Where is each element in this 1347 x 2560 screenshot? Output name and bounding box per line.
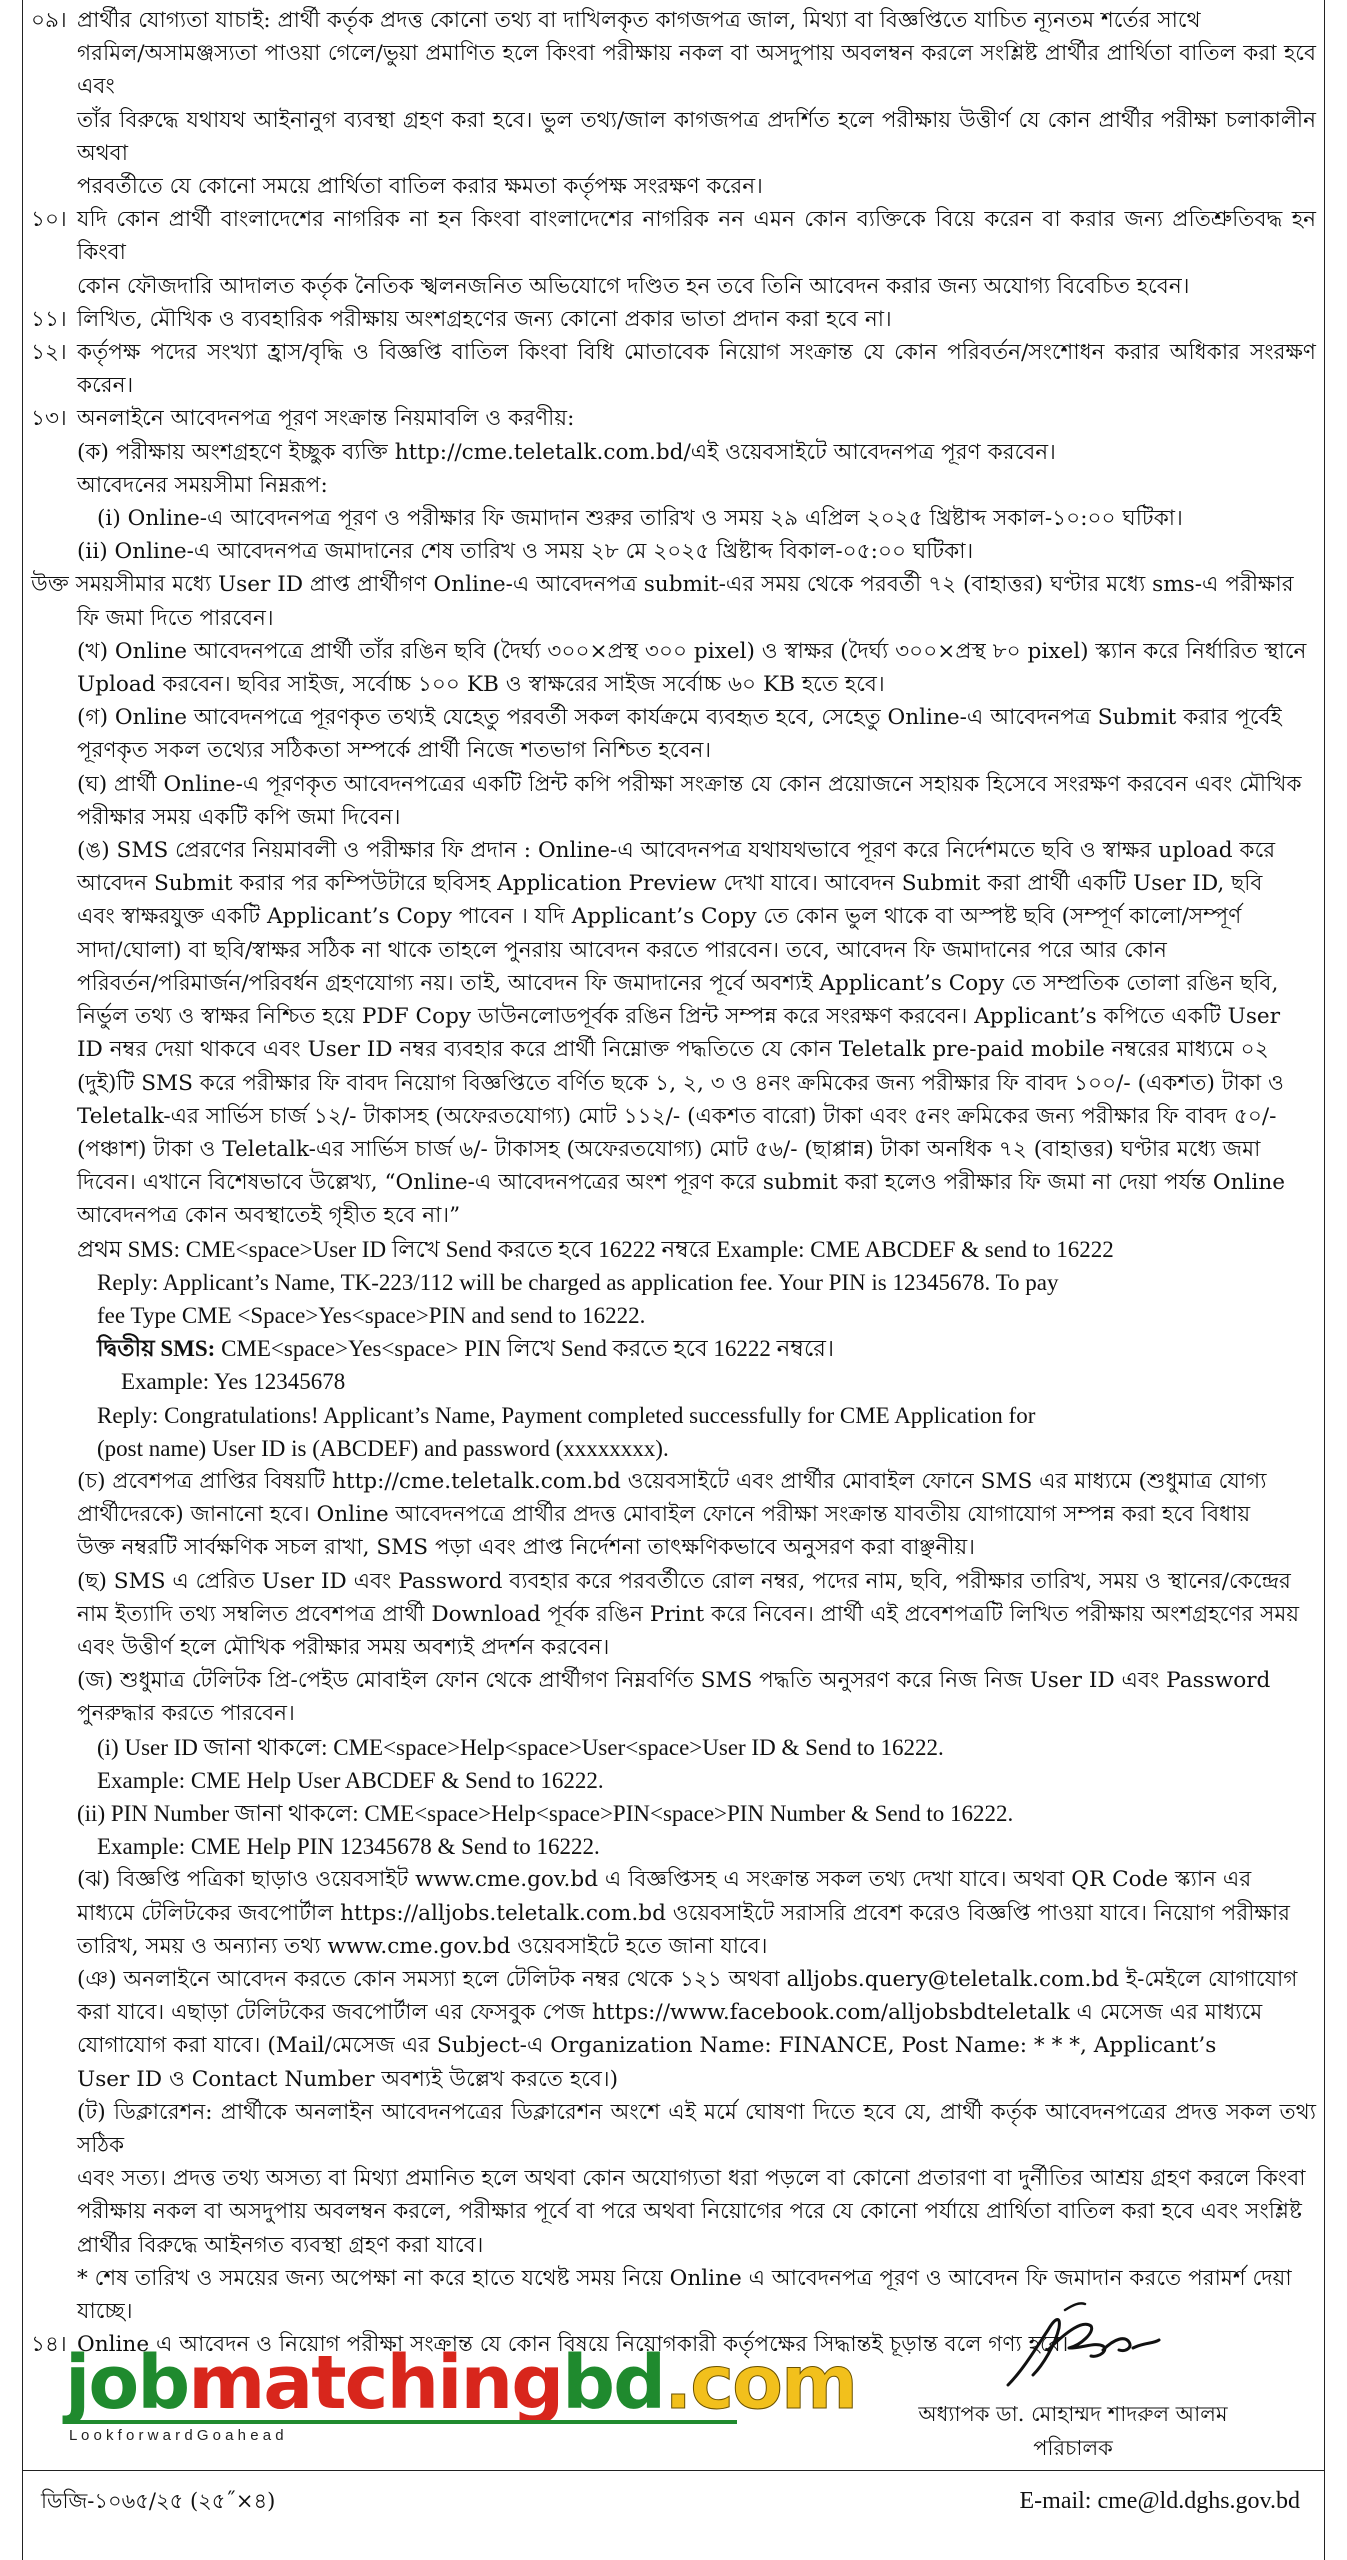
text-line: (ক) পরীক্ষায় অংশগ্রহণে ইচ্ছুক ব্যক্তি http://cme.teletalk.com.bd/এই ওয়েবসাইটে আবেদনপত্র পূরণ করবেন। — [77, 439, 1056, 465]
schedule-start — [31, 502, 1316, 535]
text-line: * শেষ তারিখ ও সময়ের জন্য অপেক্ষা না করে হাতে যথেষ্ট সময় নিয়ে Online এ আবেদনপত্র পূরণ ও আবেদন ফি জমাদান করতে পরামর্শ দেয়া যাচ্ছে। — [77, 2265, 1292, 2325]
text-line: (ট) ডিক্লারেশন: প্রার্থীকে অনলাইন আবেদনপত্রের ডিক্লারেশন অংশে এই মর্মে ঘোষণা দিতে হবে যে, প্রার্থী কর্তৃক আবেদনপত্রের প্রদত্ত সকল তথ্য সঠিক — [77, 2099, 1317, 2158]
text-line: (ঝ) বিজ্ঞপ্তি পত্রিকা ছাড়াও ওয়েবসাইট www.cme.gov.bd এ বিজ্ঞপ্তিসহ এ সংক্রান্ত সকল তথ্য দেখা যাবে। অথবা QR Code স্ক্যান এর — [77, 1867, 1252, 1893]
recover-pin — [31, 1797, 1316, 1863]
text-line: Example: CME Help PIN 12345678 & Send to 16222. — [97, 1834, 600, 1860]
clause-13-ja — [31, 1664, 1316, 1730]
text-line: ID নম্বর দেয়া থাকবে এবং User ID নম্বর ব্যবহার করে প্রার্থী নিম্নোক্ত পদ্ধতিতে যে কোন Teletalk pre-paid mobile নম্বরের মাধ্যমে ০২ — [77, 1037, 1269, 1063]
text-line: (চ) প্রবেশপত্র প্রাপ্তির বিষয়টি http://cme.teletalk.com.bd ওয়েবসাইটে এবং প্রার্থীর মোবাইল ফোনে SMS এর মাধ্যমে (শুধুমাত্র যোগ্য — [77, 1468, 1267, 1494]
text-line: Example: CME Help User ABCDEF & Send to 16222. — [97, 1767, 604, 1793]
text-line: (জ) শুধুমাত্র টেলিটক প্রি-পেইড মোবাইল ফোন থেকে প্রার্থীগণ নিম্নবর্ণিত SMS পদ্ধতি অনুসরণ করে নিজ নিজ User ID এবং Password — [77, 1668, 1271, 1694]
text-line: Teletalk-এর সার্ভিস চার্জ ১২/- টাকাসহ (অফেরতযোগ্য) মোট ১১২/- (একশত বারো) টাকা এবং ৫নং ক্রমিকের জন্য পরীক্ষার ফি বাবদ ৫০/- — [77, 1103, 1277, 1129]
clause-number: ০৯। — [31, 8, 67, 33]
text-line: ফি জমা দিতে পারবেন। — [77, 605, 274, 631]
clause-13-umo — [31, 834, 1316, 1232]
text-line: (ছ) SMS এ প্রেরিত User ID এবং Password ব্যবহার করে পরবর্তীতে রোল নম্বর, পদের নাম, ছবি, পরীক্ষার তারিখ, সময় ও স্থানের/কেন্দ্রের — [77, 1568, 1291, 1594]
signatory-title: পরিচালক — [1033, 2436, 1113, 2460]
text-line: (ঘ) প্রার্থী Online-এ পূরণকৃত আবেদনপত্রের একটি প্রিন্ট কপি পরীক্ষা সংক্রান্ত যে কোন প্রয়োজনে সহায়ক হিসেবে সংরক্ষণ করবেন এবং মৌখিক — [77, 771, 1302, 797]
text-line: প্রার্থীর যোগ্যতা যাচাই: প্রার্থী কর্তৃক প্রদত্ত কোনো তথ্য বা দাখিলকৃত কাগজপত্র জাল, মিথ্যা বা বিজ্ঞপ্তিতে যাচিত ন্যূনতম শর্তের সাথে — [77, 8, 1201, 33]
sms-second-reply — [31, 1399, 1316, 1465]
logo-tagline: L o o k f o r w a r d G o a h e a d — [69, 2427, 284, 2444]
text-line: fee Type CME <Space>Yes<space>PIN and send to 16222. — [97, 1302, 646, 1328]
sms-first — [31, 1233, 1316, 1266]
text-line: তারিখ, সময় ও অন্যান্য তথ্য www.cme.gov.bd ওয়েবসাইটে হতে জানা যাবে। — [77, 1933, 768, 1959]
text-line: এবং সত্য। প্রদত্ত তথ্য অসত্য বা মিথ্যা প্রমানিত হলে অথবা কোন অযোগ্যতা ধরা পড়লে বা কোনো প্রতারণা বা দুর্নীতির আশ্রয় গ্রহণ করলে কিংবা — [77, 2166, 1306, 2192]
text-line: পরীক্ষায় নকল বা অসদুপায় অবলম্বন করলে, পরীক্ষার পূর্বে বা পরে অথবা নিয়োগের পরে যে কোনো পর্যায়ে প্রার্থিতা বাতিল করা হবে এবং সংশ্লিষ্ট — [77, 2199, 1302, 2225]
logo-svg — [65, 2330, 857, 2445]
text-line: (গ) Online আবেদনপত্রে পূরণকৃত তথ্যই যেহেতু পরবর্তী সকল কার্যক্রমে ব্যবহৃত হবে, সেহেতু Online-এ আবেদনপত্র Submit করার পূর্বেই — [77, 705, 1282, 731]
sms-second-label: দ্বিতীয় SMS: — [97, 1336, 216, 1362]
text-line: কর্তৃপক্ষ পদের সংখ্যা হ্রাস/বৃদ্ধি ও বিজ্ঞপ্তি বাতিল কিংবা বিধি মোতাবেক নিয়োগ সংক্রান্ত যে কোন পরিবর্তন/সংশোধন করার অধিকার সংরক্ষণ করেন। — [77, 340, 1316, 399]
text-line: পুনরুদ্ধার করতে পারবেন। — [77, 1701, 295, 1727]
clause-09 — [31, 4, 1316, 203]
text-line: CME<space>Yes<space> PIN লিখে Send করতে হবে 16222 নম্বরে। — [215, 1336, 835, 1362]
text-line: যোগাযোগ করা যাবে। (Mail/মেসেজ এর Subject-এ Organization Name: FINANCE, Post Name: * * *, Applicant’s — [77, 2033, 1217, 2059]
text-line: (পঞ্চাশ) টাকা ও Teletalk-এর সার্ভিস চার্জ ৬/- টাকাসহ (অফেরতযোগ্য) মোট ৫৬/- (ছাপ্পান্ন) টাকা অনধিক ৭২ (বাহাত্তর) ঘণ্টার মধ্যে জমা — [77, 1136, 1261, 1162]
notice-body — [31, 4, 1316, 2361]
text-line: প্রার্থীর বিরুদ্ধে আইনগত ব্যবস্থা গ্রহণ করা যাবে। — [77, 2232, 484, 2258]
clause-12 — [31, 336, 1316, 402]
text-line: Upload করবেন। ছবির সাইজ, সর্বোচ্চ ১০০ KB ও স্বাক্ষরের সাইজ সর্বোচ্চ ৬০ KB হতে হবে। — [77, 672, 885, 698]
clause-number: ১২। — [31, 340, 67, 366]
signature-block — [833, 2290, 1313, 2460]
jobmatchingbd-logo — [65, 2330, 857, 2445]
logo-bd: bd — [562, 2340, 665, 2426]
clause-10 — [31, 203, 1316, 303]
sms-first-reply — [31, 1266, 1316, 1332]
svg-text:jobmatchingbd.com — [62, 2340, 856, 2426]
text-line: (i) Online-এ আবেদনপত্র পূরণ ও পরীক্ষার ফি জমাদান শুরুর তারিখ ও সময় ২৯ এপ্রিল ২০২৫ খ্রিষ্টাব্দ সকাল-১০:০০ ঘটিকা। — [97, 506, 1183, 532]
clause-13-cha — [31, 1465, 1316, 1565]
recover-user-id — [31, 1731, 1316, 1797]
clause-13-kha — [31, 635, 1316, 701]
text-line: করা যাবে। এছাড়া টেলিটকের জবপোর্টাল এর ফেসবুক পেজ https://www.facebook.com/alljobsbdteletalk এ মেসেজ এর মাধ্যমে — [77, 2000, 1263, 2026]
text-line: User ID ও Contact Number অবশ্যই উল্লেখ করতে হবে।) — [77, 2066, 619, 2092]
text-line: (দুই)টি SMS করে পরীক্ষার ফি বাবদ নিয়োগ বিজ্ঞপ্তিতে বর্ণিত ছকে ১, ২, ৩ ও ৪নং ক্রমিকের জন্য পরীক্ষার ফি বাবদ ১০০/- (একশত) টাকা ও — [77, 1070, 1284, 1096]
text-line: এবং স্বাক্ষরযুক্ত একটি Applicant’s Copy পাবেন । যদি Applicant’s Copy তে কোন ভুল থাকে বা অস্পষ্ট ছবি (সম্পূর্ণ কালো/সম্পূর্ণ — [77, 904, 1242, 930]
text-line: পরিবর্তন/পরিমার্জন/পরিবর্ধন গ্রহণযোগ্য নয়। তাই, আবেদন ফি জমাদানের পূর্বে অবশ্যই Applicant’s Copy তে সম্প্রতিক তোলা রঙিন ছবি, — [77, 970, 1279, 996]
text-line: তাঁর বিরুদ্ধে যথাযথ আইনানুগ ব্যবস্থা গ্রহণ করা হবে। ভুল তথ্য/জাল কাগজপত্র প্রদর্শিত হলে পরীক্ষায় উত্তীর্ণ যে কোন প্রার্থীর পরীক্ষা চলাকালীন অথবা — [77, 107, 1316, 166]
clause-number: ১১। — [31, 306, 67, 332]
text-line: (ঙ) SMS প্রেরণের নিয়মাবলী ও পরীক্ষার ফি প্রদান : Online-এ আবেদনপত্র যথাযথভাবে পূরণ করে নির্দেশমতে ছবি ও স্বাক্ষর upload করে — [77, 838, 1276, 864]
text-line: (i) User ID জানা থাকলে: CME<space>Help<space>User<space>User ID & Send to 16222. — [97, 1734, 944, 1760]
clause-number: ১৪। — [31, 2332, 67, 2358]
logo-matching: matching — [188, 2340, 563, 2426]
text-line: (খ) Online আবেদনপত্রে প্রার্থী তাঁর রঙিন ছবি (দৈর্ঘ্য ৩০০×প্রস্থ ৩০০ pixel) ও স্বাক্ষর (দৈর্ঘ্য ৩০০×প্রস্থ ৮০ pixel) স্ক্যান করে নির্ধারিত স্থানে — [77, 638, 1307, 664]
clause-13 — [31, 402, 1316, 435]
schedule-end — [31, 535, 1316, 568]
clause-13-gha — [31, 768, 1316, 834]
clause-13-chha — [31, 1565, 1316, 1665]
text-line: Online এ আবেদন ও নিয়োগ পরীক্ষা সংক্রান্ত যে কোন বিষয়ে নিয়োগকারী কর্তৃপক্ষের সিদ্ধান্তই চূড়ান্ত বলে গণ্য হবে। — [77, 2332, 1069, 2358]
text-line: সাদা/ঘোলা) বা ছবি/স্বাক্ষর সঠিক না থাকে তাহলে পুনরায় আবেদন করতে পারবেন। তবে, আবেদন ফি জমাদানের পরে আর কোন — [77, 937, 1167, 963]
text-line: Reply: Applicant’s Name, TK-223/112 will be charged as application fee. Your PIN is 12345678. To pay — [97, 1269, 1059, 1295]
clause-13-ta — [31, 2096, 1316, 2262]
text-line: পরবর্তীতে যে কোনো সময়ে প্রার্থিতা বাতিল করার ক্ষমতা কর্তৃপক্ষ সংরক্ষণ করেন। — [77, 174, 763, 200]
signature-icon — [833, 2290, 1313, 2395]
notice-page — [22, 0, 1325, 2560]
clause-11 — [31, 303, 1316, 336]
text-line: প্রার্থীদেরকে) জানানো হবে। Online আবেদনপত্রে প্রার্থীর প্রদত্ত মোবাইল ফোনে পরীক্ষা সংক্রান্ত যাবতীয় যোগাযোগ সম্পন্ন করা হবে বিধায় — [77, 1502, 1251, 1528]
text-line: নাম ইত্যাদি তথ্য সম্বলিত প্রবেশপত্র প্রার্থী Download পূর্বক রঙিন Print করে নিবেন। প্রার্থী এই প্রবেশপত্রটি লিখিত পরীক্ষায় অংশগ্রহণের সময় — [77, 1601, 1300, 1627]
text-line: (post name) User ID is (ABCDEF) and password (xxxxxxxx). — [97, 1435, 669, 1461]
text-line: যদি কোন প্রার্থী বাংলাদেশের নাগরিক না হন কিংবা বাংলাদেশের নাগরিক নন এমন কোন ব্যক্তিকে বিয়ে করেন বা করার জন্য প্রতিশ্রুতিবদ্ধ হন কিংবা — [77, 207, 1316, 266]
dg-code: ডিজি-১০৬৫/২৫ (২৫˝×৪) — [41, 2489, 276, 2513]
text-line: মাধ্যমে টেলিটকের জবপোর্টাল https://alljobs.teletalk.com.bd ওয়েবসাইটে সরাসরি প্রবেশ করেও বিজ্ঞপ্তি পাওয়া যাবে। নিয়োগ পরীক্ষার — [77, 1900, 1291, 1926]
text-line: প্রথম SMS: CME<space>User ID লিখে Send করতে হবে 16222 নম্বরে Example: CME ABCDEF & send to 16222 — [77, 1236, 1114, 1262]
text-line: এবং উত্তীর্ণ হলে মৌখিক পরীক্ষার সময় অবশ্যই প্রদর্শন করবেন। — [77, 1634, 610, 1660]
contact-email: E-mail: cme@ld.dghs.gov.bd — [1019, 2488, 1300, 2514]
text-line: গরমিল/অসামঞ্জস্যতা পাওয়া গেলে/ভুয়া প্রমাণিত হলে কিংবা পরীক্ষায় নকল বা অসদুপায় অবলম্বন করলে সংশ্লিষ্ট প্রার্থীর প্রার্থিতা বাতিল করা হবে এবং — [77, 41, 1316, 100]
text-line: Reply: Congratulations! Applicant’s Name, Payment completed successfully for CME Application for — [97, 1402, 1036, 1428]
clause-13-ka — [31, 436, 1316, 502]
text-line: কোন ফৌজদারি আদালত কর্তৃক নৈতিক স্খলনজনিত অভিযোগে দণ্ডিত হন তবে তিনি আবেদন করার জন্য অযোগ্য বিবেচিত হবেন। — [77, 273, 1190, 299]
text-line: পূরণকৃত সকল তথ্যের সঠিকতা সম্পর্কে প্রার্থী নিজে শতভাগ নিশ্চিত হবেন। — [77, 738, 712, 764]
logo-com: .com — [664, 2340, 857, 2426]
text-line: উক্ত সময়সীমার মধ্যে User ID প্রাপ্ত প্রার্থীগণ Online-এ আবেদনপত্র submit-এর সময় থেকে পরবর্তী ৭২ (বাহাত্তর) ঘণ্টার মধ্যে sms-এ পরীক্ষার — [31, 572, 1294, 598]
text-line: (ii) PIN Number জানা থাকলে: CME<space>Help<space>PIN<space>PIN Number & Send to 16222. — [77, 1800, 1014, 1826]
clause-13-ga — [31, 701, 1316, 767]
clause-13-nya — [31, 1963, 1316, 2096]
text-line: উক্ত নম্বরটি সার্বক্ষণিক সচল রাখা, SMS পড়া এবং প্রাপ্ত নির্দেশনা তাৎক্ষণিকভাবে অনুসরণ করা বাঞ্ছনীয়। — [77, 1535, 975, 1561]
sms-second — [31, 1332, 1316, 1398]
text-line: (ii) Online-এ আবেদনপত্র জমাদানের শেষ তারিখ ও সময় ২৮ মে ২০২৫ খ্রিষ্টাব্দ বিকাল-০৫:০০ ঘটিকা। — [77, 539, 974, 565]
text-line: দিবেন। এখানে বিশেষভাবে উল্লেখ্য, “Online-এ আবেদনপত্রের অংশ পূরণ করে submit করা হলেও পরীক্ষার ফি জমা না দেয়া পর্যন্ত Online — [77, 1170, 1286, 1196]
text-line: Example: Yes 12345678 — [121, 1369, 346, 1395]
text-line: (ঞ) অনলাইনে আবেদন করতে কোন সমস্যা হলে টেলিটক নম্বর থেকে ১২১ অথবা alljobs.query@teletalk.com.bd ই-মেইলে যোগাযোগ — [77, 1966, 1298, 1992]
clause-number: ১৩। — [31, 406, 67, 432]
signatory-name: অধ্যাপক ডা. মোহাম্মদ শাদরুল আলম — [918, 2402, 1228, 2426]
footer-divider — [23, 2470, 1324, 2471]
text-line: পরীক্ষার সময় একটি কপি জমা দিবেন। — [77, 804, 401, 830]
clause-number: ১০। — [31, 207, 67, 233]
text-line: আবেদন Submit করার পর কম্পিউটারে ছবিসহ Application Preview দেখা যাবে। আবেদন Submit করা প্রার্থী একটি User ID, ছবি — [77, 871, 1263, 897]
text-line: অনলাইনে আবেদনপত্র পূরণ সংক্রান্ত নিয়মাবলি ও করণীয়: — [77, 406, 575, 432]
schedule-note — [31, 568, 1316, 634]
text-line: লিখিত, মৌখিক ও ব্যবহারিক পরীক্ষায় অংশগ্রহণের জন্য কোনো প্রকার ভাতা প্রদান করা হবে না। — [77, 306, 892, 332]
clause-13-jha — [31, 1863, 1316, 1963]
text-line: আবেদনপত্র কোন অবস্থাতেই গৃহীত হবে না।” — [77, 1203, 461, 1229]
text-line: আবেদনের সময়সীমা নিম্নরূপ: — [77, 472, 328, 498]
logo-job: job — [65, 2340, 189, 2426]
text-line: নির্ভুল তথ্য ও স্বাক্ষর নিশ্চিত হয়ে PDF Copy ডাউনলোডপূর্বক রঙিন প্রিন্ট সম্পন্ন করে সংরক্ষণ করবেন। Applicant’s কপিতে একটি User — [77, 1004, 1281, 1030]
